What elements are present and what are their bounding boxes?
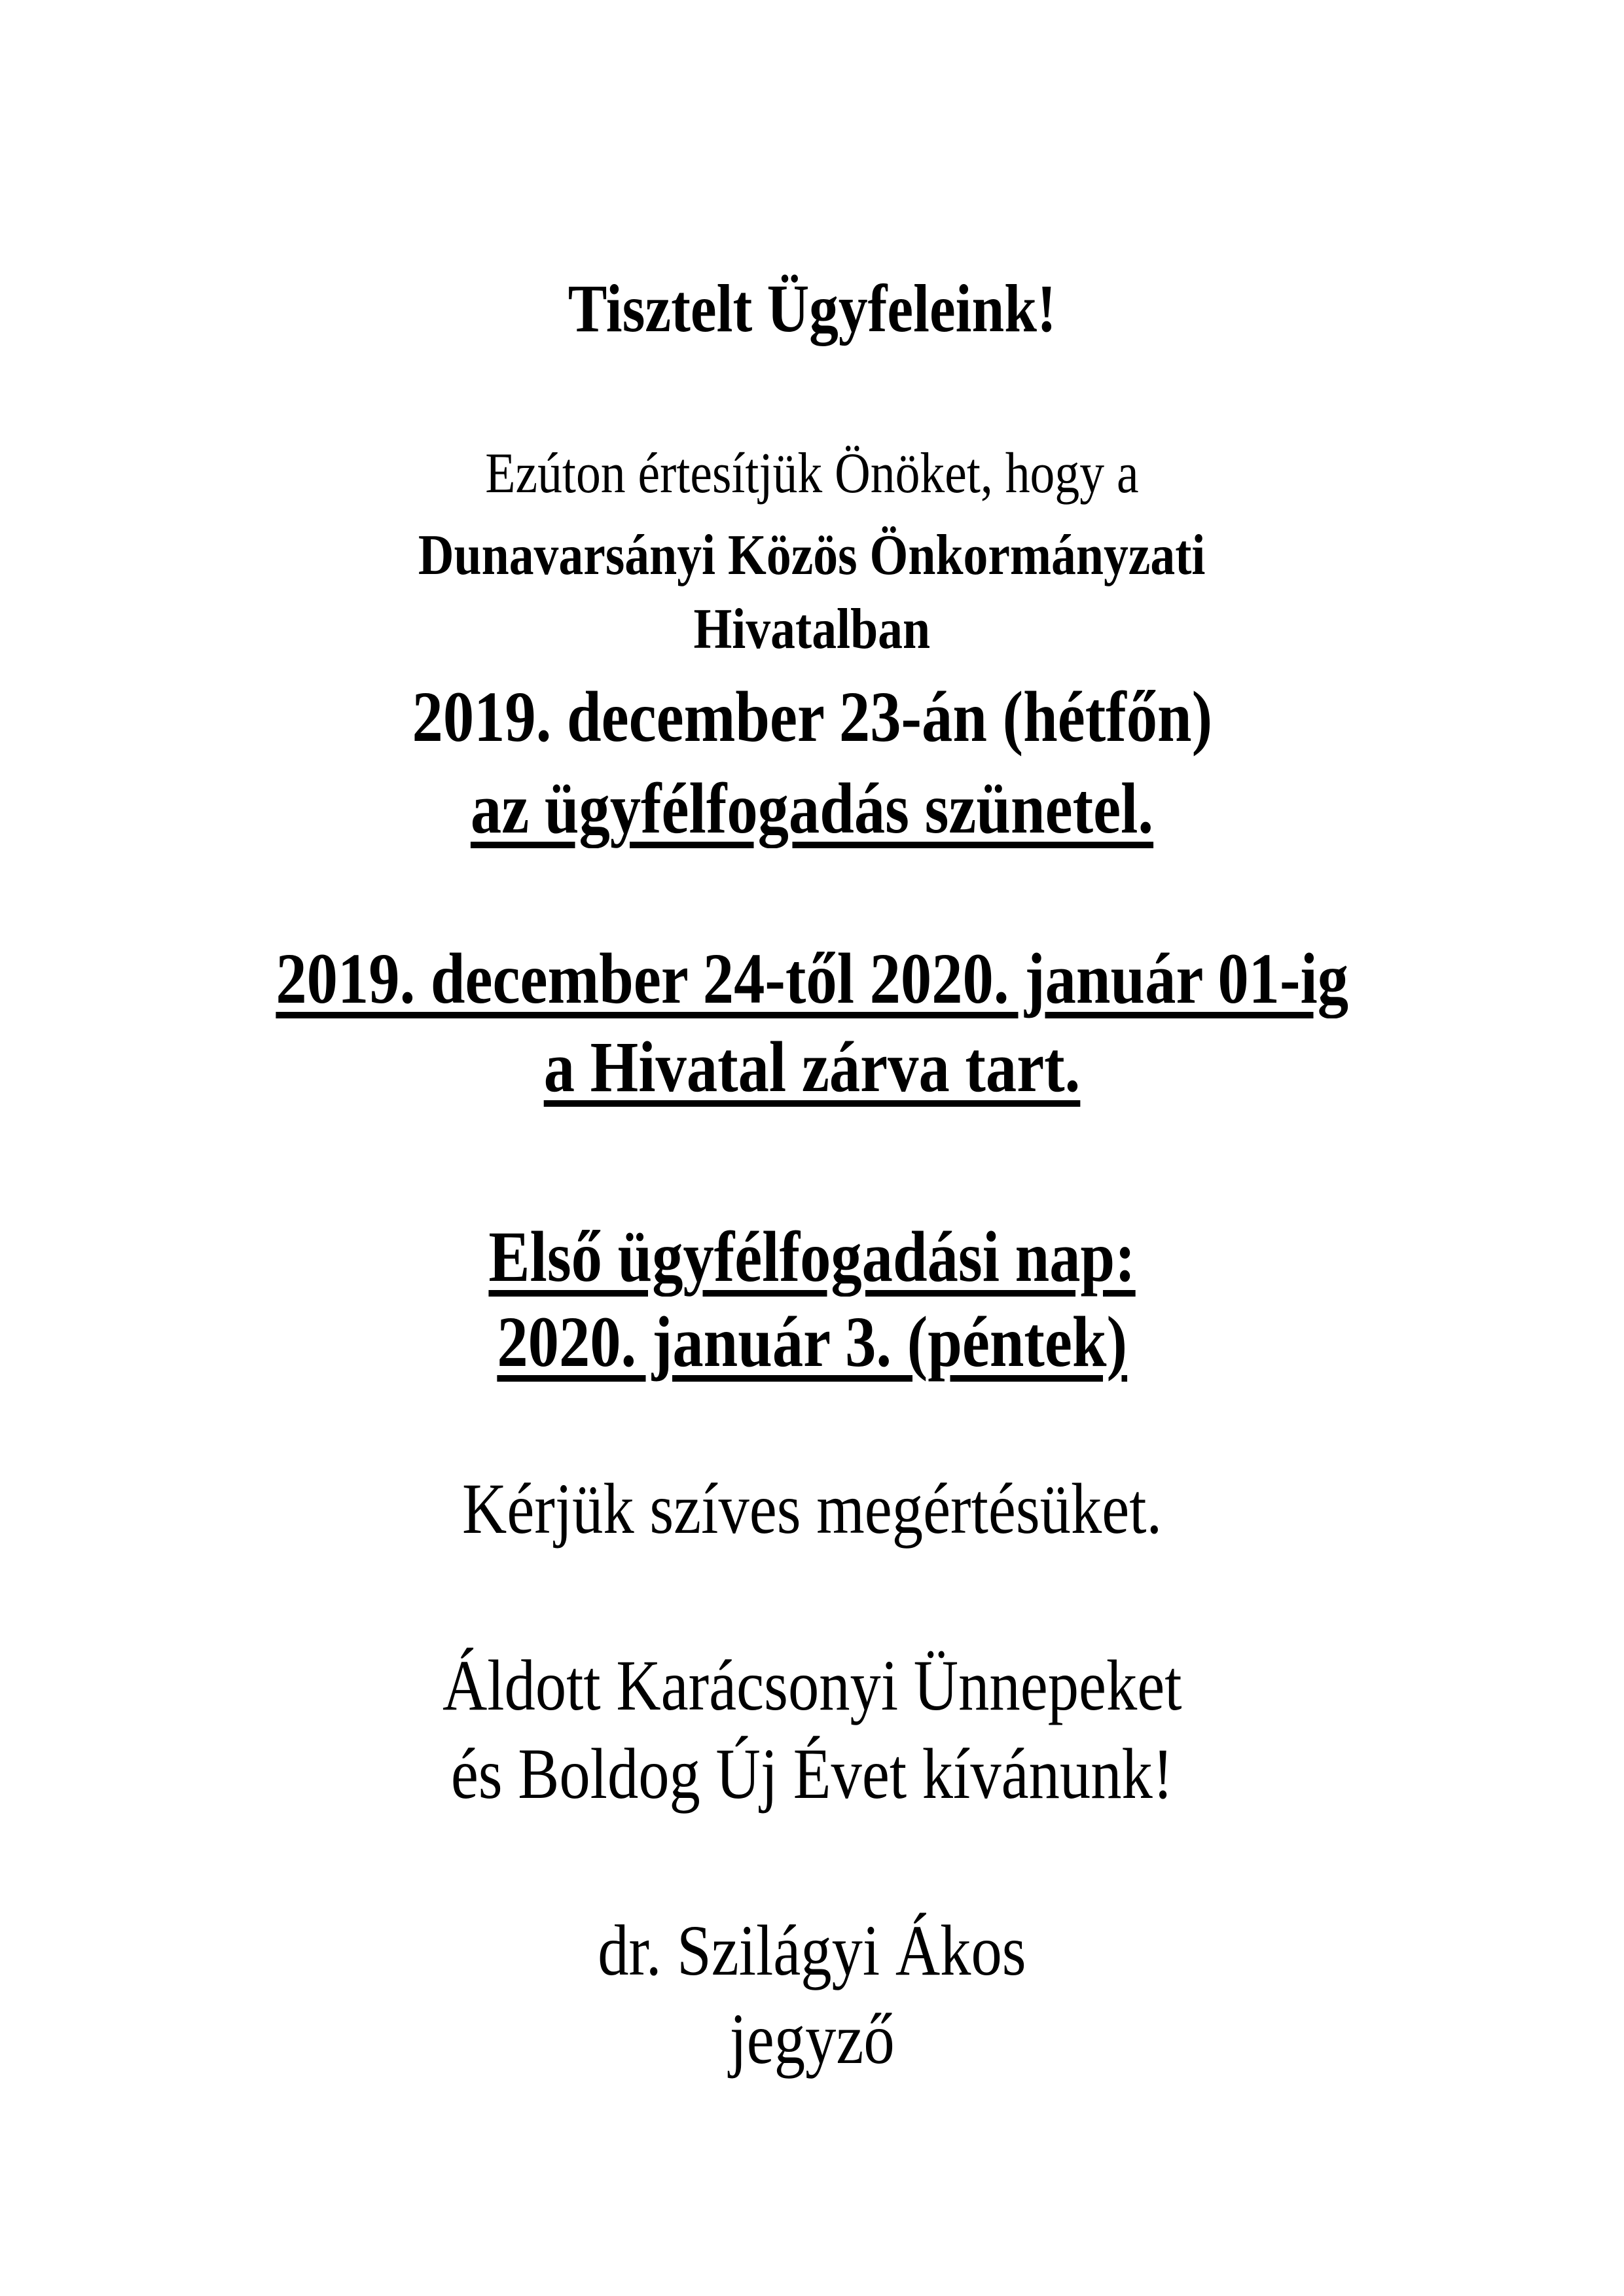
- wishes-line1: [0, 1645, 1624, 1725]
- signatory-title: [0, 1999, 1624, 2079]
- closure-statement-text: a Hivatal zárva tart.: [543, 1027, 1081, 1107]
- office-name-line1: [0, 524, 1624, 587]
- signatory-name: [0, 1910, 1624, 1990]
- office-name-text1: Dunavarsányi Közös Önkormányzati: [418, 524, 1206, 587]
- intro-text: Ezúton értesítjük Önöket, hogy a: [485, 442, 1139, 505]
- closure-period-text: 2019. december 24-től 2020. január 01-ig: [276, 939, 1348, 1018]
- wishes-text1: Áldott Karácsonyi Ünnepeket: [442, 1645, 1182, 1725]
- closed-day-date: [0, 677, 1624, 757]
- greeting-text: Tisztelt Ügyfeleink!: [568, 271, 1056, 346]
- request-line: [0, 1469, 1624, 1549]
- office-name-text2: Hivatalban: [693, 598, 931, 661]
- first-day-label: [0, 1217, 1624, 1297]
- closed-day-date-text: 2019. december 23-án (hétfőn): [412, 677, 1212, 757]
- wishes-line2: [0, 1734, 1624, 1814]
- office-name-line2: [0, 598, 1624, 661]
- intro-line: [0, 442, 1624, 505]
- closed-day-statement-text: az ügyfélfogadás szünetel.: [470, 768, 1154, 848]
- first-day-date-text: 2020. január 3. (péntek): [497, 1302, 1127, 1382]
- closed-day-statement: [0, 768, 1624, 848]
- signatory-title-text: jegyző: [729, 1999, 895, 2079]
- request-text: Kérjük szíves megértésüket.: [461, 1469, 1163, 1549]
- closure-statement: [0, 1027, 1624, 1107]
- greeting-heading: [0, 271, 1624, 346]
- signatory-name-text: dr. Szilágyi Ákos: [598, 1910, 1026, 1990]
- wishes-text2: és Boldog Új Évet kívánunk!: [450, 1734, 1174, 1814]
- closure-period: [0, 939, 1624, 1018]
- first-day-label-text: Első ügyfélfogadási nap:: [488, 1217, 1136, 1297]
- first-day-date: [0, 1302, 1624, 1382]
